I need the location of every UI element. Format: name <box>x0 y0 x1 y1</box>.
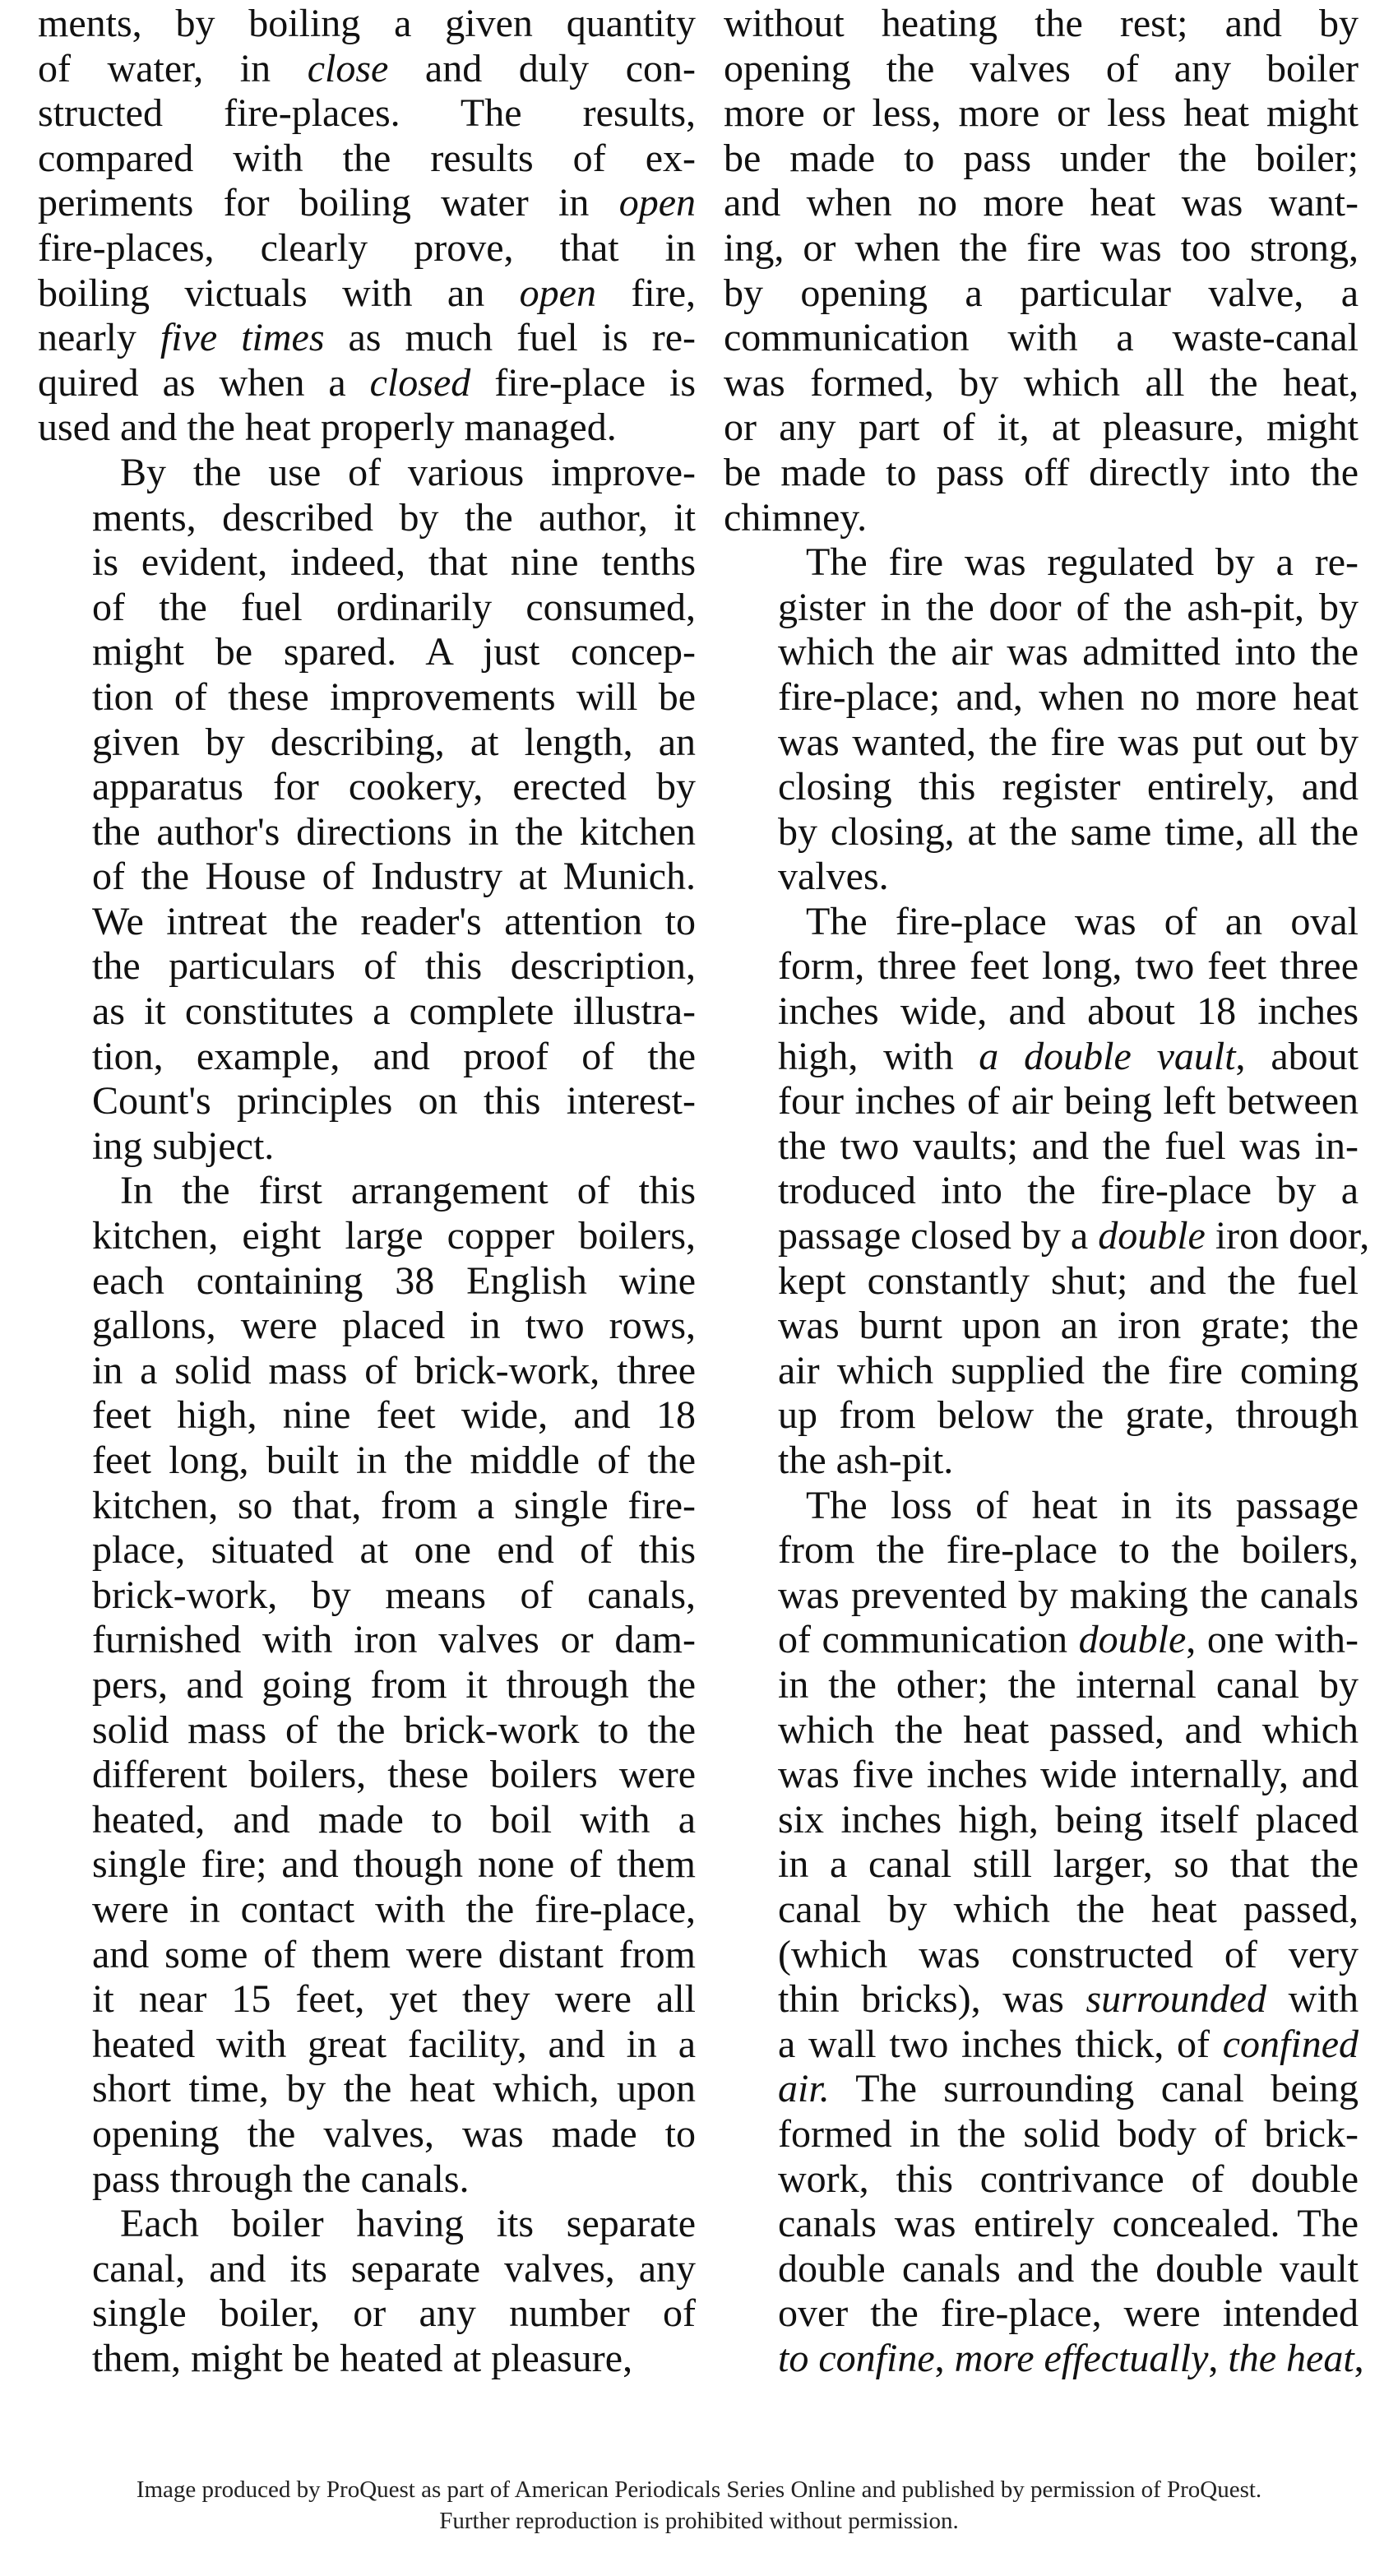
text-line: without heating the rest; and by <box>724 2 1359 45</box>
text-line: fire-places, clearly prove, that in <box>38 225 696 270</box>
left-text-column <box>38 2 696 2381</box>
text-line: solid mass of the brick-work to the <box>92 1707 696 1752</box>
text-line: used and the heat properly managed. <box>38 405 617 450</box>
text-line: fire-place; and, when no more heat <box>778 674 1359 719</box>
text-line: the ash-pit. <box>778 1439 954 1482</box>
text-line: it near 15 feet, yet they were all <box>92 1977 696 2022</box>
text-line: periments for boiling water in open <box>38 181 696 225</box>
text-line: tion, example, and proof of the <box>92 1034 696 1078</box>
text-line: quired as when a closed fire-place is <box>38 360 696 405</box>
paragraph <box>724 1483 1364 2382</box>
paragraph <box>38 451 696 1170</box>
text-line: single boiler, or any number of <box>92 2291 696 2336</box>
text-line: more or less, more or less heat might <box>724 91 1359 136</box>
text-line: inches wide, and about 18 inches <box>778 989 1359 1034</box>
text-line: in a solid mass of brick-work, three <box>92 1348 696 1392</box>
text-line: and when no more heat was want- <box>724 181 1359 225</box>
text-line: pers, and going from it through the <box>92 1662 696 1707</box>
text-line: troduced into the fire-place by a <box>778 1169 1359 1213</box>
text-line: boiling victuals with an open fire, <box>38 271 697 315</box>
text-line: (which was constructed of very <box>778 1932 1359 1976</box>
text-line: them, might be heated at pleasure, <box>92 2336 633 2380</box>
text-line: apparatus for cookery, erected by <box>92 765 696 809</box>
text-line: compared with the results of ex- <box>38 136 696 180</box>
text-line: canal by which the heat passed, <box>778 1887 1359 1931</box>
paragraph <box>724 540 1359 900</box>
text-line: of the fuel ordinarily consumed, <box>92 585 696 629</box>
text-line: structed fire-places. The results, <box>38 91 696 136</box>
text-line: formed in the solid body of brick- <box>778 2111 1359 2156</box>
text-line: in the other; the internal canal by <box>778 1662 1359 1707</box>
text-line: air which supplied the fire coming <box>778 1348 1359 1392</box>
text-line: high, with a double vault, about <box>778 1034 1359 1078</box>
text-line: furnished with iron valves or dam- <box>92 1618 696 1662</box>
text-line: ments, by boiling a given quantity <box>38 2 696 45</box>
text-line: given by describing, at length, an <box>92 720 696 764</box>
text-line: each containing 38 English wine <box>92 1258 696 1303</box>
text-line: closing this register entirely, and <box>778 765 1359 809</box>
paragraph <box>724 899 1370 1484</box>
text-line: be made to pass under the boiler; <box>724 136 1359 180</box>
text-line: from the fire-place to the boilers, <box>778 1528 1359 1573</box>
text-line: short time, by the heat which, upon <box>92 2067 696 2111</box>
text-line: passage closed by a double iron door, <box>778 1214 1370 1258</box>
paragraph <box>38 2202 696 2381</box>
text-line: heated with great facility, and in a <box>92 2022 696 2066</box>
text-line: of the House of Industry at Munich. <box>92 855 696 899</box>
text-line: to confine, more effectually, the heat, <box>778 2336 1364 2380</box>
text-line: In the first arrangement of this <box>120 1169 696 1213</box>
text-line: air. The surrounding canal being <box>778 2067 1359 2111</box>
text-line: by opening a particular valve, a <box>724 271 1359 315</box>
text-line: was formed, by which all the heat, <box>724 360 1359 405</box>
text-line: was wanted, the fire was put out by <box>778 720 1359 764</box>
text-line: a wall two inches thick, of confined <box>778 2022 1359 2066</box>
text-line: is evident, indeed, that nine tenths <box>92 540 696 585</box>
text-line: or any part of it, at pleasure, might <box>724 405 1359 450</box>
text-line: The loss of heat in its passage <box>806 1483 1359 1527</box>
text-line: ing subject. <box>92 1124 275 1168</box>
paragraph <box>38 2 696 451</box>
text-line: The fire-place was of an oval <box>806 899 1359 943</box>
text-line: form, three feet long, two feet three <box>778 944 1359 989</box>
text-line: tion of these improvements will be <box>92 674 696 719</box>
copyright-footer <box>0 2474 1398 2537</box>
text-line: The fire was regulated by a re- <box>806 540 1359 585</box>
text-line: the particulars of this description, <box>92 944 696 989</box>
text-line: chimney. <box>724 495 868 540</box>
text-line: as it constitutes a complete illustra- <box>92 989 696 1034</box>
text-line: kitchen, eight large copper boilers, <box>92 1214 696 1258</box>
text-line: different boilers, these boilers were <box>92 1753 696 1797</box>
text-line: six inches high, being itself placed <box>778 1797 1359 1842</box>
footer-line-1: Image produced by ProQuest as part of American Periodicals Series Online and published by permission of ProQuest. <box>136 2476 1262 2503</box>
text-line: was prevented by making the canals <box>778 1573 1359 1617</box>
text-line: heated, and made to boil with a <box>92 1797 696 1842</box>
text-line: ments, described by the author, it <box>92 495 696 540</box>
text-line: by closing, at the same time, all the <box>778 809 1359 854</box>
text-line: kitchen, so that, from a single fire- <box>92 1483 696 1527</box>
text-line: brick-work, by means of canals, <box>92 1573 696 1617</box>
text-line: and some of them were distant from <box>92 1932 696 1976</box>
text-line: gister in the door of the ash-pit, by <box>778 585 1359 629</box>
text-line: By the use of various improve- <box>120 450 696 494</box>
text-line: thin bricks), was surrounded with <box>778 1977 1359 2022</box>
text-line: be made to pass off directly into the <box>724 450 1359 494</box>
text-line: might be spared. A just concep- <box>92 630 696 674</box>
text-line: were in contact with the fire-place, <box>92 1887 696 1931</box>
text-line: double canals and the double vault <box>778 2246 1359 2291</box>
text-line: We intreat the reader's attention to <box>92 899 696 943</box>
text-line: Each boiler having its separate <box>120 2202 696 2246</box>
text-line: ing, or when the fire was too strong, <box>724 225 1359 270</box>
text-line: feet long, built in the middle of the <box>92 1439 696 1482</box>
text-line: the author's directions in the kitchen <box>92 809 696 854</box>
text-line: was five inches wide internally, and <box>778 1753 1359 1797</box>
text-line: pass through the canals. <box>92 2157 470 2201</box>
text-line: place, situated at one end of this <box>92 1528 696 1573</box>
text-line: of communication double, one with- <box>778 1618 1359 1662</box>
text-line: up from below the grate, through <box>778 1393 1359 1438</box>
text-line: communication with a waste-canal <box>724 316 1359 360</box>
text-line: in a canal still larger, so that the <box>778 1842 1359 1887</box>
text-line: nearly five times as much fuel is re- <box>38 316 696 360</box>
text-line: canal, and its separate valves, any <box>92 2246 696 2291</box>
paragraph <box>38 1169 696 2202</box>
footer-line-2: Further reproduction is prohibited without permission. <box>439 2508 959 2534</box>
paragraph <box>724 2 1359 540</box>
text-line: opening the valves of any boiler <box>724 46 1359 90</box>
text-line: four inches of air being left between <box>778 1079 1359 1124</box>
text-line: single fire; and though none of them <box>92 1842 696 1887</box>
text-line: gallons, were placed in two rows, <box>92 1304 696 1348</box>
text-line: work, this contrivance of double <box>778 2157 1359 2201</box>
text-line: valves. <box>778 855 889 899</box>
text-line: which the heat passed, and which <box>778 1707 1359 1752</box>
text-line: Count's principles on this interest- <box>92 1079 696 1124</box>
text-line: opening the valves, was made to <box>92 2111 696 2156</box>
text-line: feet high, nine feet wide, and 18 <box>92 1393 696 1438</box>
text-line: canals was entirely concealed. The <box>778 2202 1359 2246</box>
text-line: which the air was admitted into the <box>778 630 1359 674</box>
text-line: kept constantly shut; and the fuel <box>778 1258 1359 1303</box>
text-line: the two vaults; and the fuel was in- <box>778 1124 1359 1168</box>
right-text-column <box>724 2 1370 2381</box>
text-line: was burnt upon an iron grate; the <box>778 1304 1359 1348</box>
text-line: over the fire-place, were intended <box>778 2291 1359 2336</box>
text-line: of water, in close and duly con- <box>38 46 696 90</box>
